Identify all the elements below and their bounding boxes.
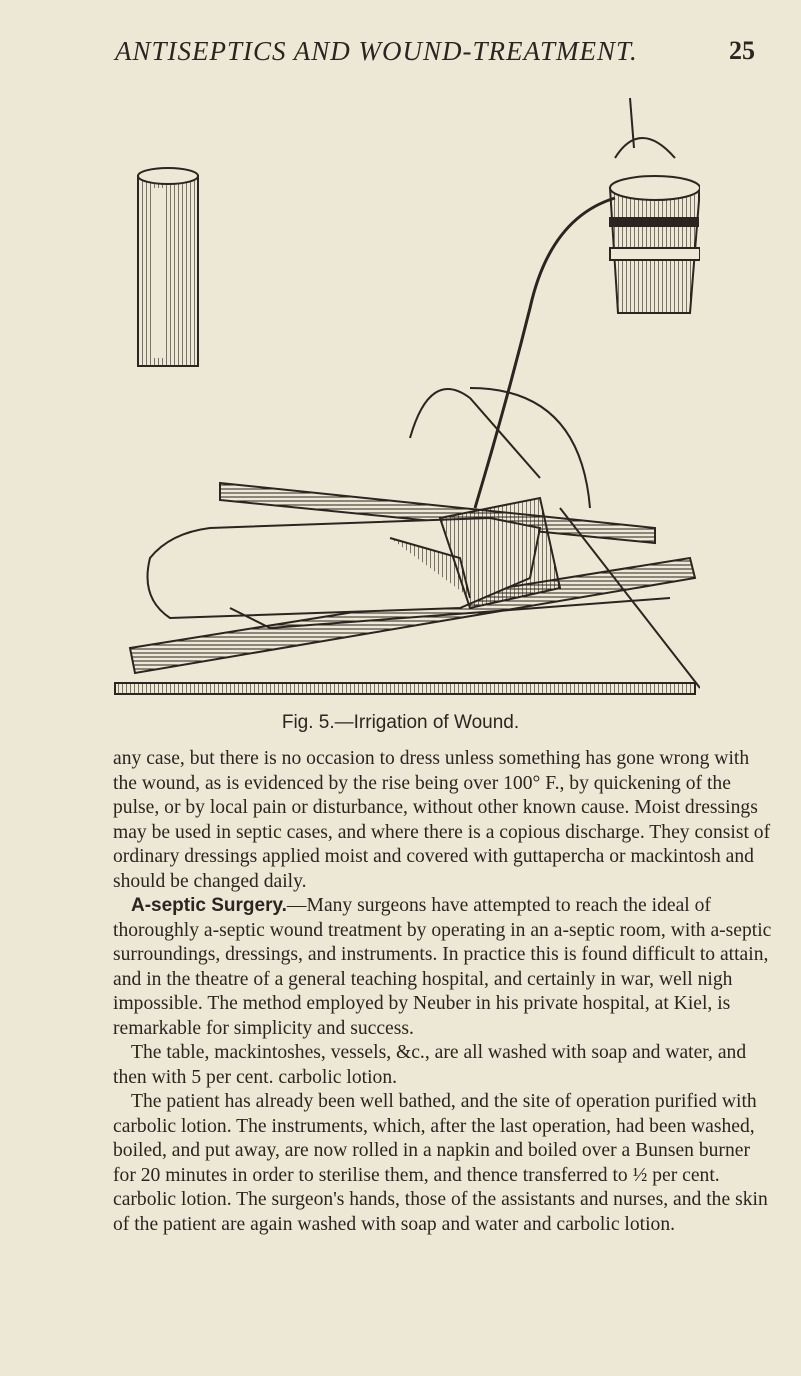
paragraph: The table, mackintoshes, vessels, &c., are all washed with soap and water, and then with 5 per cent. carbolic lotion. (113, 1042, 747, 1088)
irrigation-tube (475, 198, 615, 508)
body-text (113, 747, 773, 1237)
page-number: 25 (729, 36, 755, 65)
paragraph (113, 894, 773, 1041)
paragraph-text: —Many surgeons have attempted to reach the ideal of thoroughly a-septic wound treatment by operating in an a-septic room, with a-septic surroundings, dressings, and instruments. In practice this is found difficult to attain, and in the theatre of a general teaching hospital, and certainly in war, well nigh impossible. The method employed by Neuber in his private hospital, at Kiel, is remarkable for simplicity and success. (113, 895, 772, 1039)
paragraph: The patient has already been well bathed, and the site of operation purified with carbolic lotion. The instruments, which, after the last operation, had been washed, boiled, and put away, are now rolled in a napkin and boiled over a Bunsen burner for 20 minutes in order to sterilise them, and thence transferred to ½ per cent. carbolic lotion. The surgeon's hands, those of the assistants and nurses, and the skin of the patient are again washed with soap and water and carbolic lotion. (113, 1091, 768, 1235)
paragraph: any case, but there is no occasion to dress unless something has gone wrong with the wound, as is evidenced by the rise being over 100° F., by quickening of the pulse, or by local pain or disturbance, without other known cause. Moist dressings may be used in septic cases, and where there is a copious discharge. They consist of ordinary dressings applied moist and covered with guttapercha or mackintosh and should be changed daily. (113, 748, 771, 892)
figure-caption: Fig. 5.—Irrigation of Wound. (281, 712, 520, 733)
section-heading: A-septic Surgery. (131, 895, 287, 916)
bucket (610, 98, 700, 313)
running-title: ANTISEPTICS AND WOUND-TREATMENT. (115, 36, 638, 66)
cylinder-vessel (138, 168, 198, 366)
running-head (115, 36, 755, 76)
irrigation-illustration (110, 88, 700, 708)
